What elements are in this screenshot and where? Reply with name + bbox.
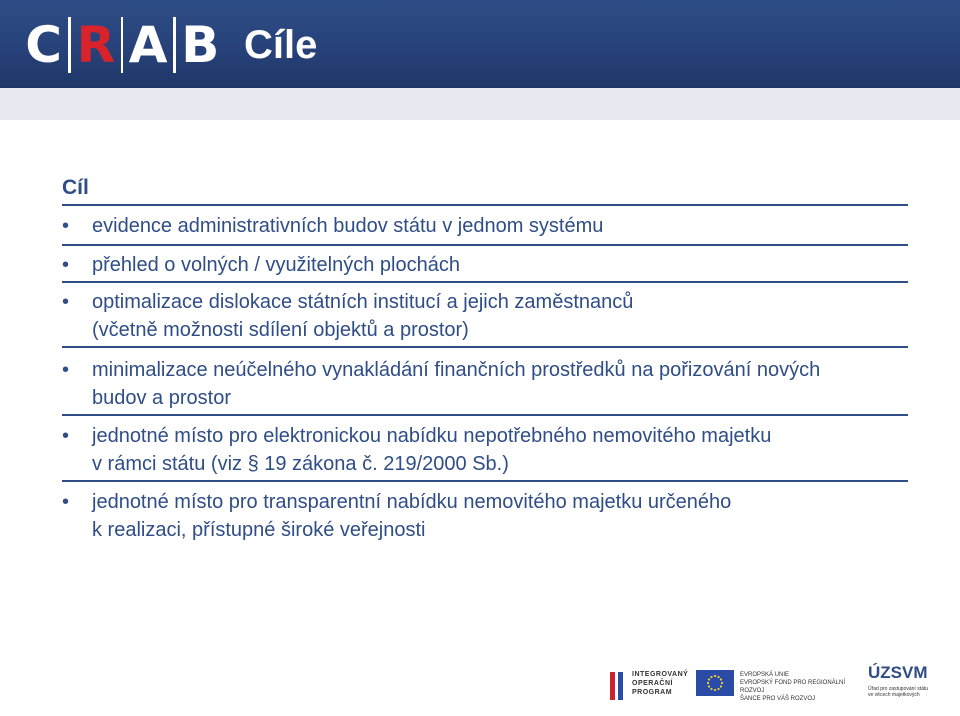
- uzsvm-logo: [868, 664, 948, 698]
- list-item: [62, 488, 912, 544]
- slide-content: [0, 120, 960, 640]
- slide-title: Cíle: [244, 23, 318, 67]
- iop-label-line: INTEGROVANÝ: [632, 671, 689, 678]
- logo-separator: [121, 17, 124, 73]
- bullet-icon: •: [62, 254, 70, 276]
- list-item: [62, 212, 912, 240]
- logo-letter-c: C: [25, 16, 62, 74]
- iop-label-line: OPERAČNÍ: [632, 680, 673, 687]
- iop-label-line: PROGRAM: [632, 689, 673, 696]
- item-text-line: jednotné místo pro transparentní nabídku nemovitého majetku určeného: [92, 491, 732, 513]
- divider-line: [62, 346, 908, 348]
- iop-bar-blue: [618, 672, 623, 700]
- item-text-line: minimalizace neúčelného vynakládání finančních prostředků na pořizování nových: [92, 359, 821, 381]
- item-text-line: jednotné místo pro elektronickou nabídku nepotřebného nemovitého majetku: [92, 425, 772, 447]
- divider-line: [62, 480, 908, 482]
- divider-line: [62, 281, 908, 283]
- eu-flag-icon: [696, 670, 734, 696]
- logo-letter-a: A: [128, 16, 168, 74]
- item-text-line: optimalizace dislokace státních institucí a jejich zaměstnanců: [92, 291, 634, 313]
- uzsvm-subtitle-line: Úřad pro zastupování státu: [868, 686, 929, 692]
- item-text-line: evidence administrativních budov státu v jednom systému: [92, 215, 604, 237]
- item-text-line: k realizaci, přístupné široké veřejnosti: [92, 519, 426, 541]
- eu-text-line: EVROPSKÁ UNIE: [740, 672, 790, 678]
- section-heading: Cíl: [62, 176, 89, 199]
- list-item: [62, 251, 912, 279]
- logo-letter-b: B: [181, 16, 220, 74]
- divider-line: [62, 244, 908, 246]
- divider-line: [62, 204, 908, 206]
- list-item: [62, 422, 912, 478]
- eu-text-line: EVROPSKÝ FOND PRO REGIONÁLNÍ ROZVOJ: [740, 680, 846, 694]
- bullet-icon: •: [62, 215, 70, 237]
- item-text-line: přehled o volných / využitelných plochách: [92, 254, 460, 276]
- list-item: [62, 356, 912, 412]
- bullet-icon: •: [62, 359, 70, 381]
- logo-letter-r: R: [76, 16, 116, 74]
- logo-separator: [173, 17, 176, 73]
- eu-text: [740, 671, 860, 703]
- divider-line: [62, 414, 908, 416]
- slide-header: [0, 0, 960, 88]
- item-text-line: (včetně možnosti sdílení objektů a prostor): [92, 319, 469, 341]
- eu-text-line: ŠANCE PRO VÁŠ ROZVOJ: [740, 696, 816, 702]
- item-text-line: v rámci státu (viz § 19 zákona č. 219/2000 Sb.): [92, 453, 509, 475]
- iop-label: [632, 670, 694, 714]
- bullet-icon: •: [62, 491, 70, 513]
- bullet-icon: •: [62, 425, 70, 447]
- bullet-icon: •: [62, 291, 70, 313]
- uzsvm-subtitle: [868, 686, 948, 698]
- iop-bar-red: [610, 672, 615, 700]
- uzsvm-subtitle-line: ve věcech majetkových: [868, 692, 920, 698]
- logo-separator: [68, 17, 71, 73]
- header-band: [0, 88, 960, 120]
- list-item: [62, 288, 912, 344]
- eu-stars-icon: [696, 670, 734, 696]
- item-text-line: budov a prostor: [92, 387, 231, 409]
- slide-footer: [0, 650, 960, 716]
- iop-logo: [610, 670, 694, 714]
- uzsvm-title: ÚZSVM: [868, 663, 928, 682]
- crab-logo: [22, 17, 222, 73]
